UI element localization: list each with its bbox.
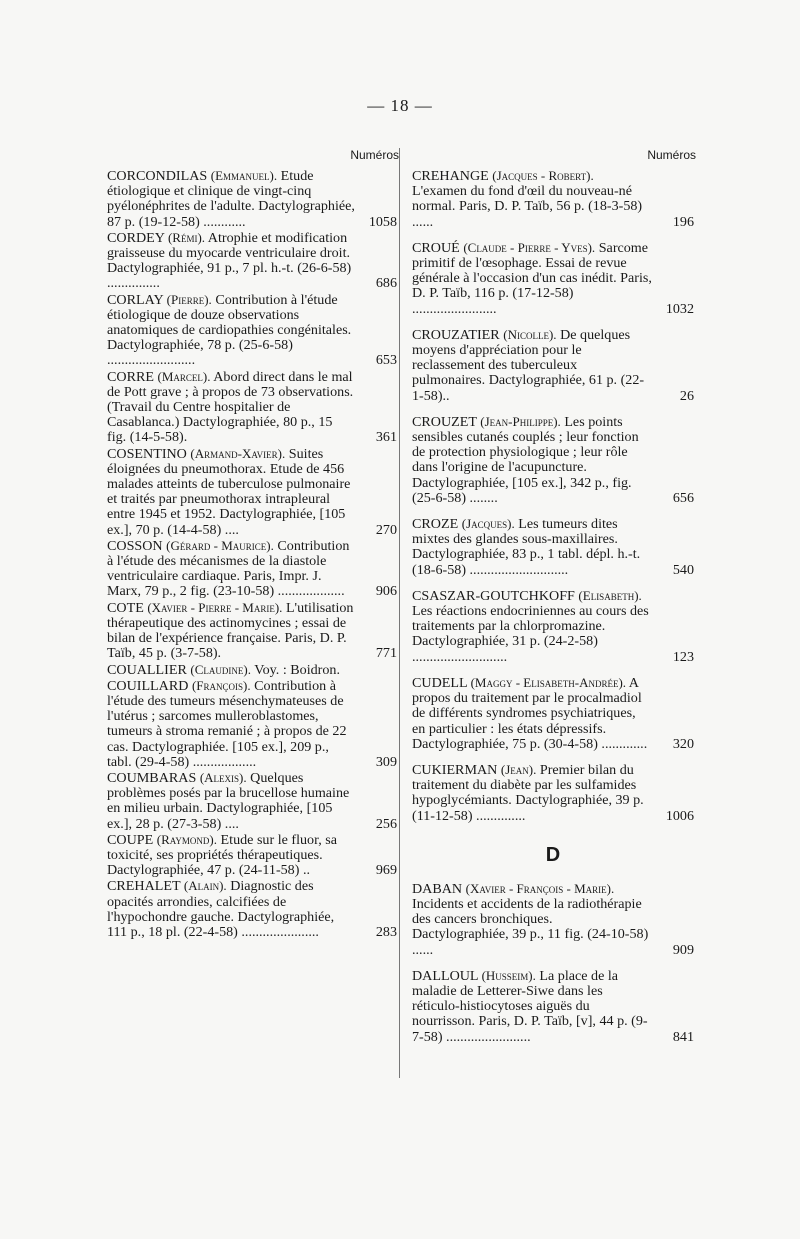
entry-number: 320	[672, 735, 694, 752]
entry-description: Contribution à l'étude des mécanismes de la diastole ventriculaire cardiaque. Paris, Impr. J. Marx, 79 p., 2 fig. (23-10-58) ...................	[107, 537, 350, 600]
right-column	[412, 148, 694, 1055]
entry-description: Contribution à l'étude étiologique de douze observations anatomiques de cardiopathies congénitales. Dactylographiée, 78 p. (25-6-58) .........................	[107, 291, 352, 369]
bibliography-entry	[107, 230, 397, 292]
entry-number: 656	[672, 489, 694, 506]
author-given-names: (Rémi).	[167, 229, 206, 245]
author-surname: DABAN	[412, 880, 463, 897]
bibliography-entry	[412, 881, 694, 958]
d-entry-list	[412, 881, 694, 1045]
author-given-names: (Jean-Philippe).	[480, 413, 561, 429]
entry-number: 653	[375, 352, 397, 369]
entry-number: 1006	[665, 807, 694, 824]
author-given-names: (Nicolle).	[503, 326, 557, 342]
author-surname: COSSON	[107, 537, 163, 554]
page-number: — 18 —	[367, 96, 433, 115]
entry-number: 361	[375, 429, 397, 446]
author-given-names: (Pierre).	[166, 291, 212, 307]
bibliography-entry	[412, 675, 694, 752]
entry-description: L'utilisation thérapeutique des actinomycines ; essai de bilan de l'expérience française. Paris, D. P. Taïb, 45 p. (3-7-58).	[107, 599, 354, 662]
bibliography-entry	[412, 968, 694, 1045]
author-given-names: (Alain).	[183, 878, 227, 894]
column-divider	[399, 148, 400, 1078]
entry-number: 1058	[368, 213, 397, 230]
author-surname: CUKIERMAN	[412, 761, 498, 778]
entry-number: 270	[375, 521, 397, 538]
section-letter-heading: D	[545, 843, 561, 866]
bibliography-entry	[412, 168, 694, 230]
bibliography-entry	[107, 168, 397, 230]
author-given-names: (Xavier - Pierre - Marie).	[147, 599, 283, 615]
entry-description: Incidents et accidents de la radiothérapie des cancers bronchiques. Dactylographiée, 39 p., 11 fig. (24-10-58) ......	[412, 895, 649, 958]
bibliography-entry	[107, 538, 397, 600]
entry-description: A propos du traitement par le procalmadiol de différents syndromes psychiatriques, en particulier : les états dépressifs. Dactylographiée, 75 p. (30-4-58) .............	[412, 674, 648, 752]
author-given-names: (Raymond).	[156, 831, 218, 847]
author-given-names: (Gérard - Maurice).	[166, 537, 274, 553]
author-surname: CROUÉ	[412, 239, 460, 256]
author-surname: CREHANGE	[412, 168, 489, 184]
author-given-names: (Armand-Xavier).	[190, 445, 286, 461]
bibliography-entry	[412, 762, 694, 824]
bibliography-entry	[107, 292, 397, 369]
author-given-names: (Emmanuel).	[210, 168, 278, 183]
author-surname: CROUZET	[412, 413, 477, 430]
bibliography-entry	[412, 588, 694, 665]
author-given-names: (Jean).	[500, 761, 537, 777]
column-header-right: Numéros	[647, 148, 696, 162]
author-given-names: (Elisabeth).	[578, 587, 642, 603]
entry-description: L'examen du fond d'œil du nouveau-né normal. Paris, D. P. Taïb, 56 p. (18-3-58) ......	[412, 183, 643, 230]
entry-number: 196	[672, 213, 694, 230]
author-surname: CROUZATIER	[412, 326, 500, 343]
author-surname: COUPE	[107, 831, 154, 848]
bibliography-entry	[107, 678, 397, 770]
author-surname: COUMBARAS	[107, 769, 197, 786]
author-given-names: (Jacques).	[461, 516, 515, 532]
entry-description: Voy. : Boidron.	[254, 661, 340, 678]
entry-number: 969	[375, 862, 397, 879]
entry-description: De quelques moyens d'appréciation pour le reclassement des tuberculeux pulmonaires. Dactylographiée, 61 p. (22-1-58)..	[412, 326, 645, 404]
entry-description: Contribution à l'étude des tumeurs mésenchymateuses de l'utérus ; sarcomes mulleroblastomes, tumeurs à stroma remanié ; à propos de 22 cas. Dactylographiée. [105 ex.], 209 p., tabl. (29-4-58) ..................	[107, 677, 347, 770]
entry-number: 771	[375, 645, 397, 662]
entry-description: Abord direct dans le mal de Pott grave ; à propos de 73 observations. (Travail du Centre hospitalier de Casablanca.) Dactylographiée, 80 p., 15 fig. (14-5-58).	[107, 368, 354, 446]
entry-number: 909	[672, 941, 694, 958]
entry-description: Etude sur le fluor, sa toxicité, ses propriétés thérapeutiques. Dactylographiée, 47 p. (24-11-58) ..	[107, 831, 338, 879]
entry-number: 906	[375, 583, 397, 600]
entry-number: 686	[375, 275, 397, 292]
author-surname: COUILLARD	[107, 677, 189, 694]
author-surname: CORDEY	[107, 229, 165, 246]
author-given-names: (Alexis).	[199, 769, 247, 785]
author-given-names: (Xavier - François - Marie).	[465, 880, 615, 896]
entry-description: Atrophie et modification graisseuse du myocarde ventriculaire droit. Dactylographiée, 91 p., 7 pl. h.-t. (26-6-58) ...............	[107, 229, 352, 292]
entry-number: 1032	[665, 300, 694, 317]
entry-number: 256	[375, 815, 397, 832]
author-given-names: (Claudine).	[190, 661, 251, 677]
author-surname: CSASZAR-GOUTCHKOFF	[412, 587, 575, 604]
entry-description: La place de la maladie de Letterer-Siwe dans les réticulo-histiocytoses aiguës du nourrisson. Paris, D. P. Taïb, [v], 44 p. (9-7-58) ........................	[412, 967, 648, 1045]
author-surname: CORRE	[107, 368, 154, 385]
left-column	[107, 148, 397, 940]
bibliography-entry	[412, 516, 694, 578]
entry-description: Les points sensibles cutanés couplés ; leur fonction de protection physiologique ; leur rôle dans l'origine de l'acupuncture. Dactylographiée, [105 ex.], 342 p., fig. (25-6-58) ........	[412, 413, 639, 506]
author-given-names: (Jacques - Robert).	[492, 168, 594, 183]
entry-number: 123	[672, 648, 694, 665]
author-surname: CUDELL	[412, 674, 468, 691]
bibliography-entry	[107, 369, 397, 446]
entry-description: Quelques problèmes posés par la brucellose humaine en milieu urbain. Dactylographiée, [105 ex.], 28 p. (27-3-58) ....	[107, 769, 350, 832]
entry-description: Suites éloignées du pneumothorax. Etude de 456 malades atteints de tuberculose pulmonaire et traités par pneumothorax intrapleural entre 1945 et 1952. Dactylographiée, [105 ex.], 70 p. (14-4-58) ....	[107, 445, 351, 538]
author-surname: COTE	[107, 599, 144, 616]
entry-description: Premier bilan du traitement du diabète par les sulfamides hypoglycémiants. Dactylographiée, 39 p. (11-12-58) ..............	[412, 761, 644, 824]
entry-number: 841	[672, 1028, 694, 1045]
author-surname: COSENTINO	[107, 445, 187, 462]
entry-number: 309	[375, 753, 397, 770]
bibliography-entry	[107, 662, 397, 678]
bibliography-entry	[107, 600, 397, 662]
author-surname: CORCONDILAS	[107, 168, 208, 184]
entry-description: Diagnostic des opacités arrondies, calcifiées de l'hypochondre gauche. Dactylographiée, 111 p., 18 pl. (22-4-58) ......................	[107, 878, 335, 940]
left-entry-list	[107, 168, 397, 940]
author-given-names: (Husseim).	[481, 967, 536, 983]
author-given-names: (Marcel).	[157, 368, 211, 384]
bibliography-entry	[107, 770, 397, 832]
bibliography-entry	[412, 240, 694, 317]
author-surname: COUALLIER	[107, 661, 187, 678]
bibliography-entry	[412, 327, 694, 404]
author-surname: CREHALET	[107, 878, 181, 895]
entry-description: Sarcome primitif de l'œsophage. Essai de revue générale à l'occasion d'un cas inédit. Paris, D. P. Taïb, 116 p. (17-12-58) ........................	[412, 239, 652, 317]
entry-description: Les réactions endocriniennes au cours des traitements par la chlorpromazine. Dactylographiée, 31 p. (24-2-58) ...........................	[412, 603, 649, 665]
entry-number: 283	[375, 923, 397, 940]
author-surname: CORLAY	[107, 291, 164, 308]
author-given-names: (François).	[191, 677, 251, 693]
author-surname: CROZE	[412, 516, 459, 533]
author-surname: DALLOUL	[412, 967, 479, 984]
entry-description: Etude étiologique et clinique de vingt-cinq pyélonéphrites de l'adulte. Dactylographiée, 87 p. (19-12-58) ............	[107, 168, 355, 230]
author-given-names: (Maggy - Elisabeth-Andrée).	[470, 674, 627, 690]
author-given-names: (Claude - Pierre - Yves).	[463, 239, 596, 255]
entry-number: 26	[679, 387, 694, 404]
column-header-left: Numéros	[350, 148, 399, 162]
bibliography-entry	[412, 414, 694, 506]
entry-number: 540	[672, 561, 694, 578]
bibliography-entry	[107, 832, 397, 879]
bibliography-entry	[107, 878, 397, 940]
bibliography-entry	[107, 446, 397, 538]
right-entry-list	[412, 168, 694, 824]
entry-description: Les tumeurs dites mixtes des glandes sous-maxillaires. Dactylographiée, 83 p., 1 tabl. dépl. h.-t. (18-6-58) ............................	[412, 516, 641, 578]
